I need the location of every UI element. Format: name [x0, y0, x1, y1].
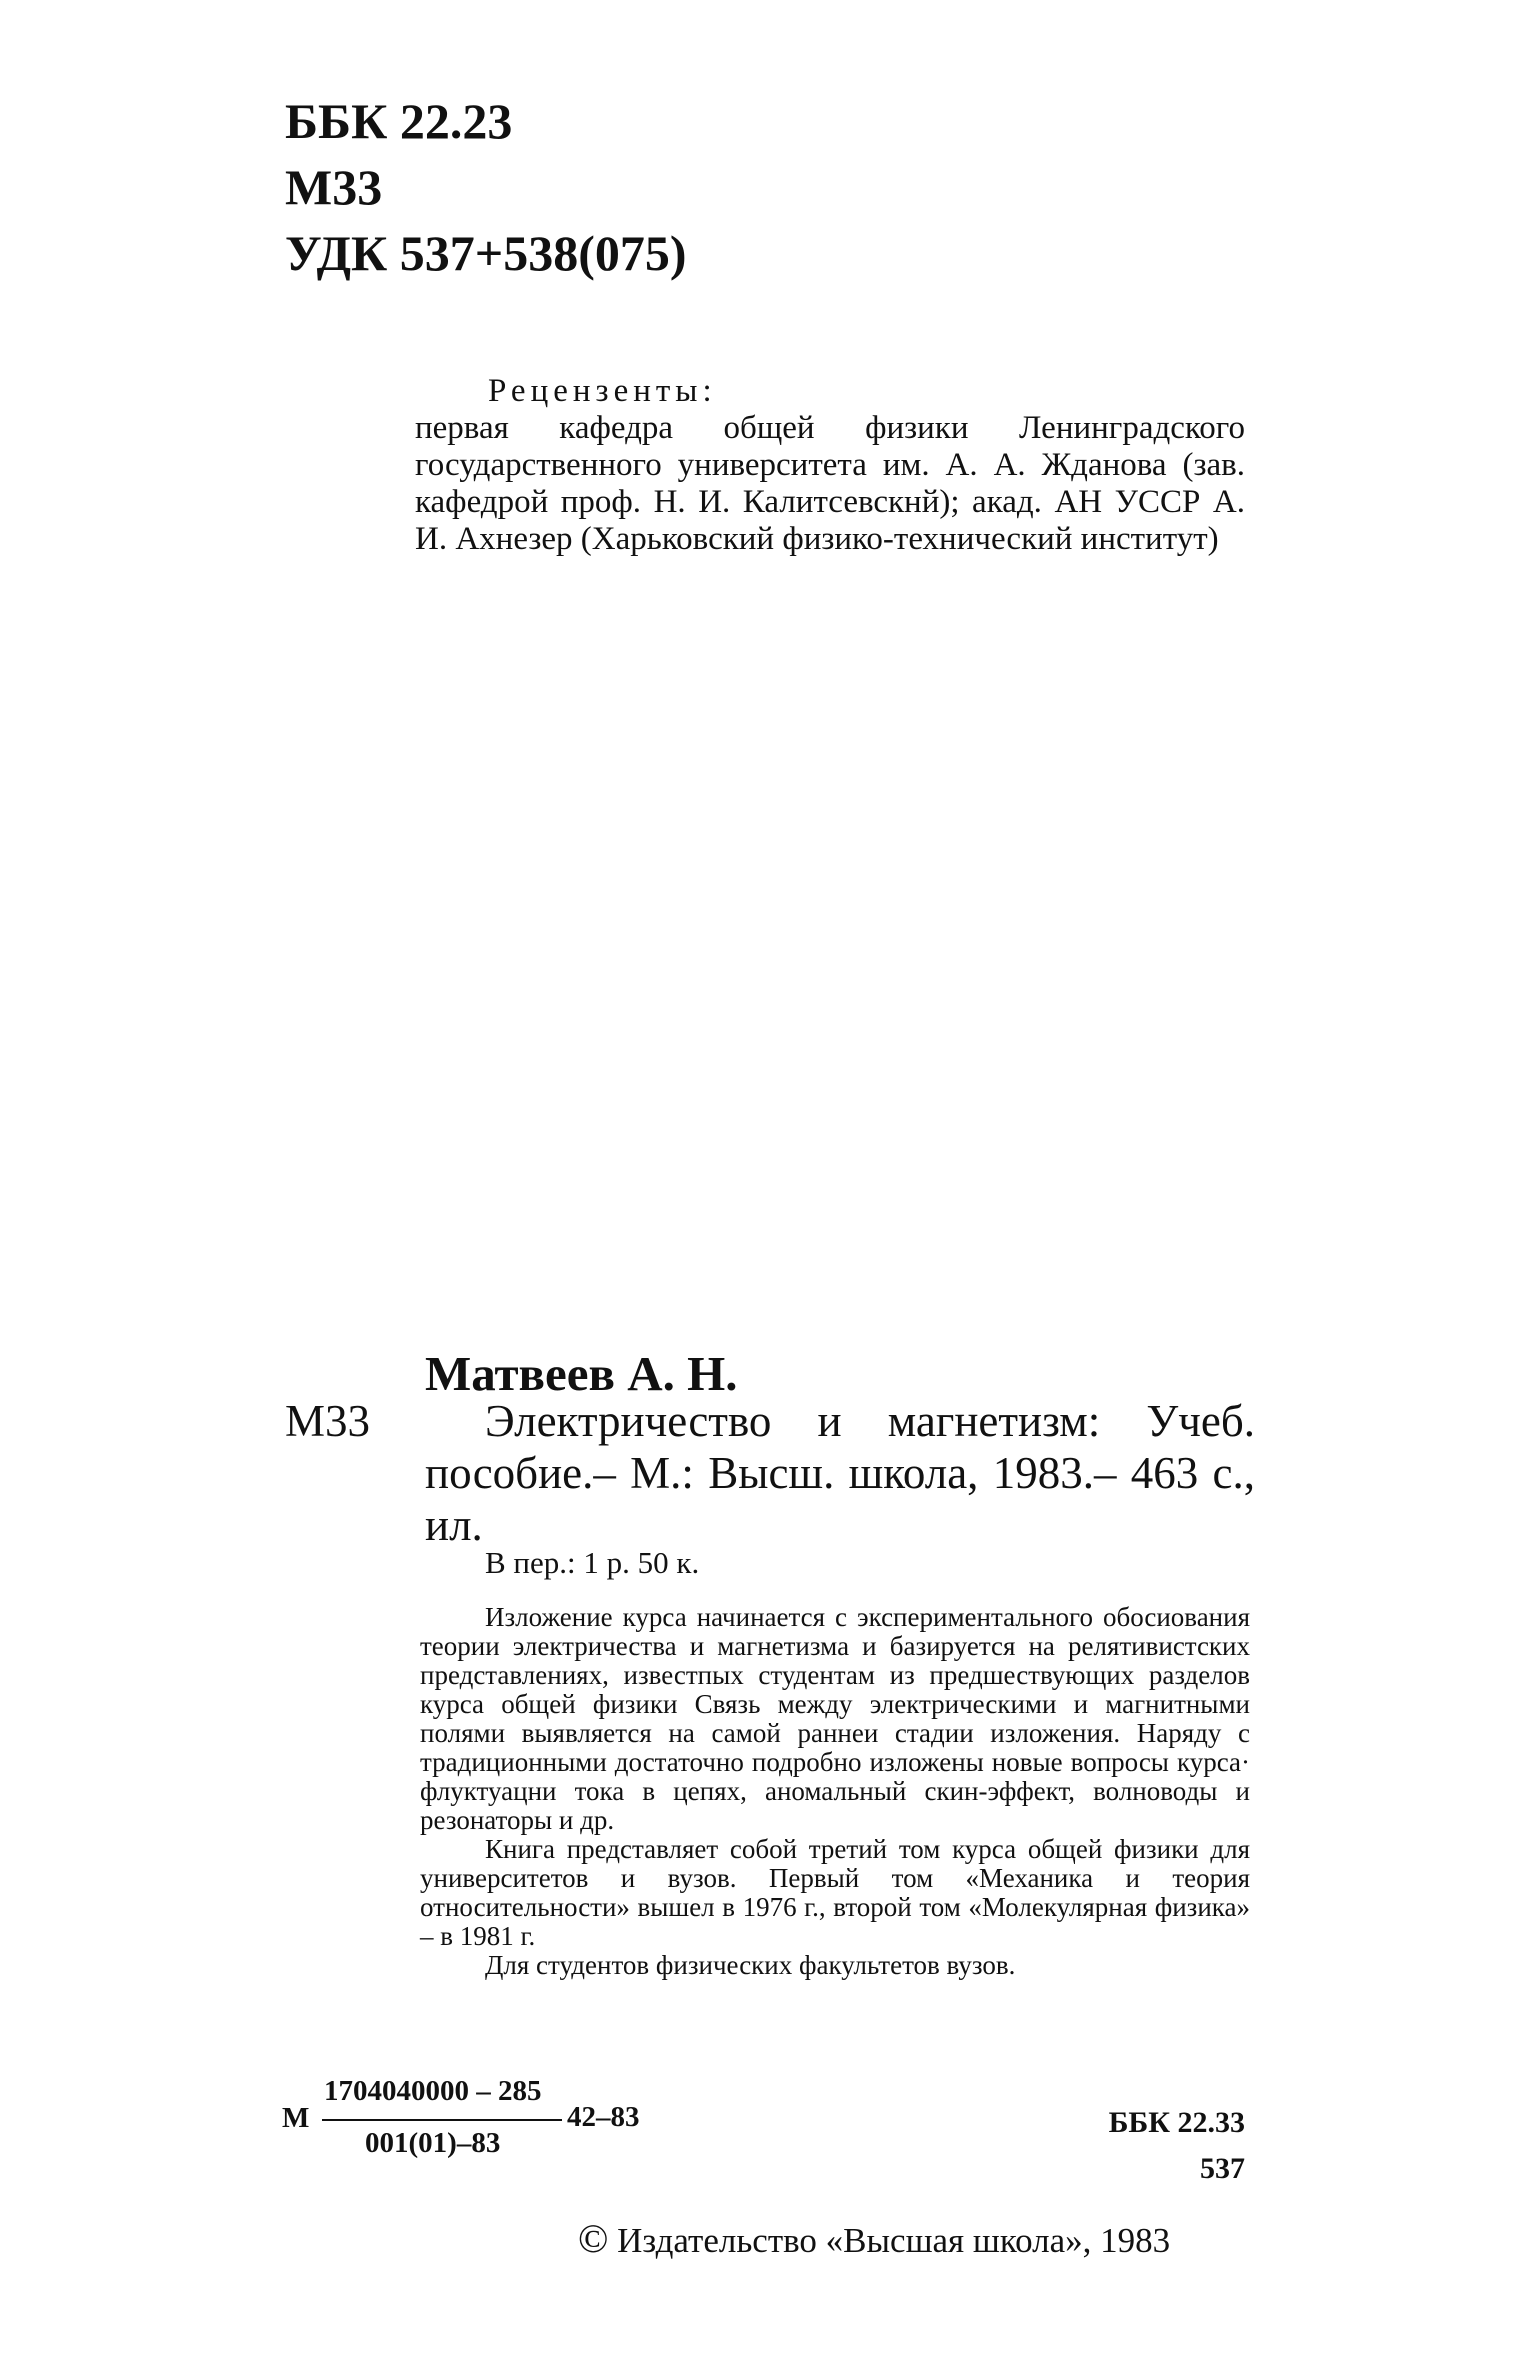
classification-number: 537 — [1200, 2152, 1245, 2185]
reviewers-text: первая кафедра общей физики Ленинградского государственного университета им. А. А. Жданова (зав. кафедрой проф. Н. И. Калитсевскнй); акад. АН УССР А. И. Ахнезер (Харьковский физико-технический институт) — [415, 410, 1245, 557]
catalog-code: М33 — [285, 159, 383, 215]
udk-code: УДК 537+538(075) — [285, 225, 687, 281]
copyright-text: Издательство «Высшая школа», 1983 — [617, 2221, 1171, 2260]
classification-block — [1070, 2100, 1245, 2192]
copyright — [578, 2215, 1170, 2262]
annotation-paragraph: Изложение курса начинается с экспериментального обосиования теории электричества и магнетизма и базируется на релятивистских представлениях, известпых студентам из предшествующих разделов курса общей физики Связь между электрическими и магнитными полями выявляется на самой раннеи стадии изложения. Наряду с традиционными достаточно подробно изложены новые вопросы курса· флуктуацни тока в цепях, аномальный скин-эффект, волноводы и резонаторы и др. — [420, 1602, 1250, 1835]
book-code: М33 — [285, 1396, 371, 1446]
bbk-code: ББК 22.23 — [285, 93, 513, 149]
annotation-paragraph: Книга представляет собой третий том курса общей физики для университетов и вузов. Первый том «Механика и теория относительности» вышел в 1976 г., второй том «Молекулярная физика» – в 1981 г. — [420, 1834, 1250, 1951]
annotation — [420, 1603, 1250, 1980]
book-description — [425, 1395, 1255, 1551]
classification-bbk: ББК 22.33 — [1108, 2106, 1245, 2139]
annotation-audience: Для студентов физических факультетов вузов. — [485, 1950, 1016, 1980]
author-name: Матвеев А. Н. — [425, 1346, 738, 1401]
index-code-suffix: 42–83 — [567, 2101, 640, 2133]
book-price: В пер.: 1 р. 50 к. — [485, 1545, 700, 1580]
index-code-denominator: 001(01)–83 — [365, 2127, 501, 2159]
catalog-block — [285, 88, 687, 286]
index-code-numerator: 1704040000 – 285 — [324, 2075, 542, 2107]
reviewers-title: Рецензенты: — [488, 373, 717, 409]
fraction-line — [322, 2119, 562, 2121]
reviewers-block — [415, 373, 1245, 558]
copyright-icon: © — [578, 2216, 609, 2261]
book-description-text: Электричество и магнетизм: Учеб. пособие.– М.: Высш. школа, 1983.– 463 с., ил. — [425, 1396, 1255, 1550]
index-code-letter: М — [282, 2102, 310, 2134]
